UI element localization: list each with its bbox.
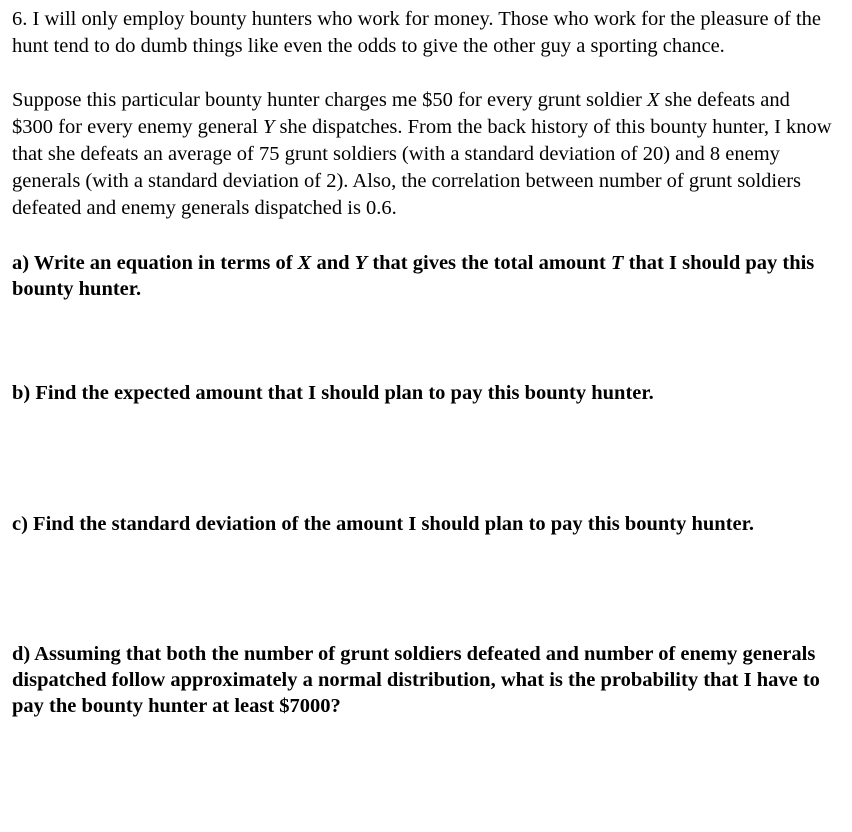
variable-x: X xyxy=(646,89,660,111)
question-a-variable-t: T xyxy=(610,252,624,274)
question-c: c) Find the standard deviation of the amount I should plan to pay this bounty hunter. xyxy=(12,513,754,535)
question-a xyxy=(12,250,832,302)
problem-intro: 6. I will only employ bounty hunters who work for money. Those who work for the pleasure of the hunt tend to do dumb things like even the odds to give the other guy a sporting chance. xyxy=(12,8,822,57)
question-a-text-1: a) Write an equation in terms of xyxy=(12,252,298,274)
problem-setup xyxy=(12,87,832,222)
setup-text-2: she defeats and $300 for every enemy general xyxy=(12,89,790,138)
question-a-text-3: that gives the total amount xyxy=(367,252,611,274)
question-a-text-2: and xyxy=(311,252,355,274)
question-a-variable-x: X xyxy=(297,252,312,274)
worksheet-page xyxy=(12,6,832,719)
question-a-variable-y: Y xyxy=(354,252,368,274)
question-b: b) Find the expected amount that I should plan to pay this bounty hunter. xyxy=(12,382,654,404)
variable-y: Y xyxy=(263,116,275,138)
question-a-text-4: that I should pay this bounty hunter. xyxy=(12,252,815,300)
setup-text-1: Suppose this particular bounty hunter charges me $50 for every grunt soldier xyxy=(12,89,647,111)
setup-text-3: she dispatches. From the back history of this bounty hunter, I know that she defeats an average of 75 grunt soldiers (with a standard deviation of 20) and 8 enemy generals (with a standard deviation of 2). Also, the correlation between number of grunt soldiers defeated and enemy generals dispatched is 0.6. xyxy=(12,116,832,219)
question-d: d) Assuming that both the number of grunt soldiers defeated and number of enemy generals dispatched follow approximately a normal distribution, what is the probability that I have to pay the bounty hunter at least $7000? xyxy=(12,643,820,717)
